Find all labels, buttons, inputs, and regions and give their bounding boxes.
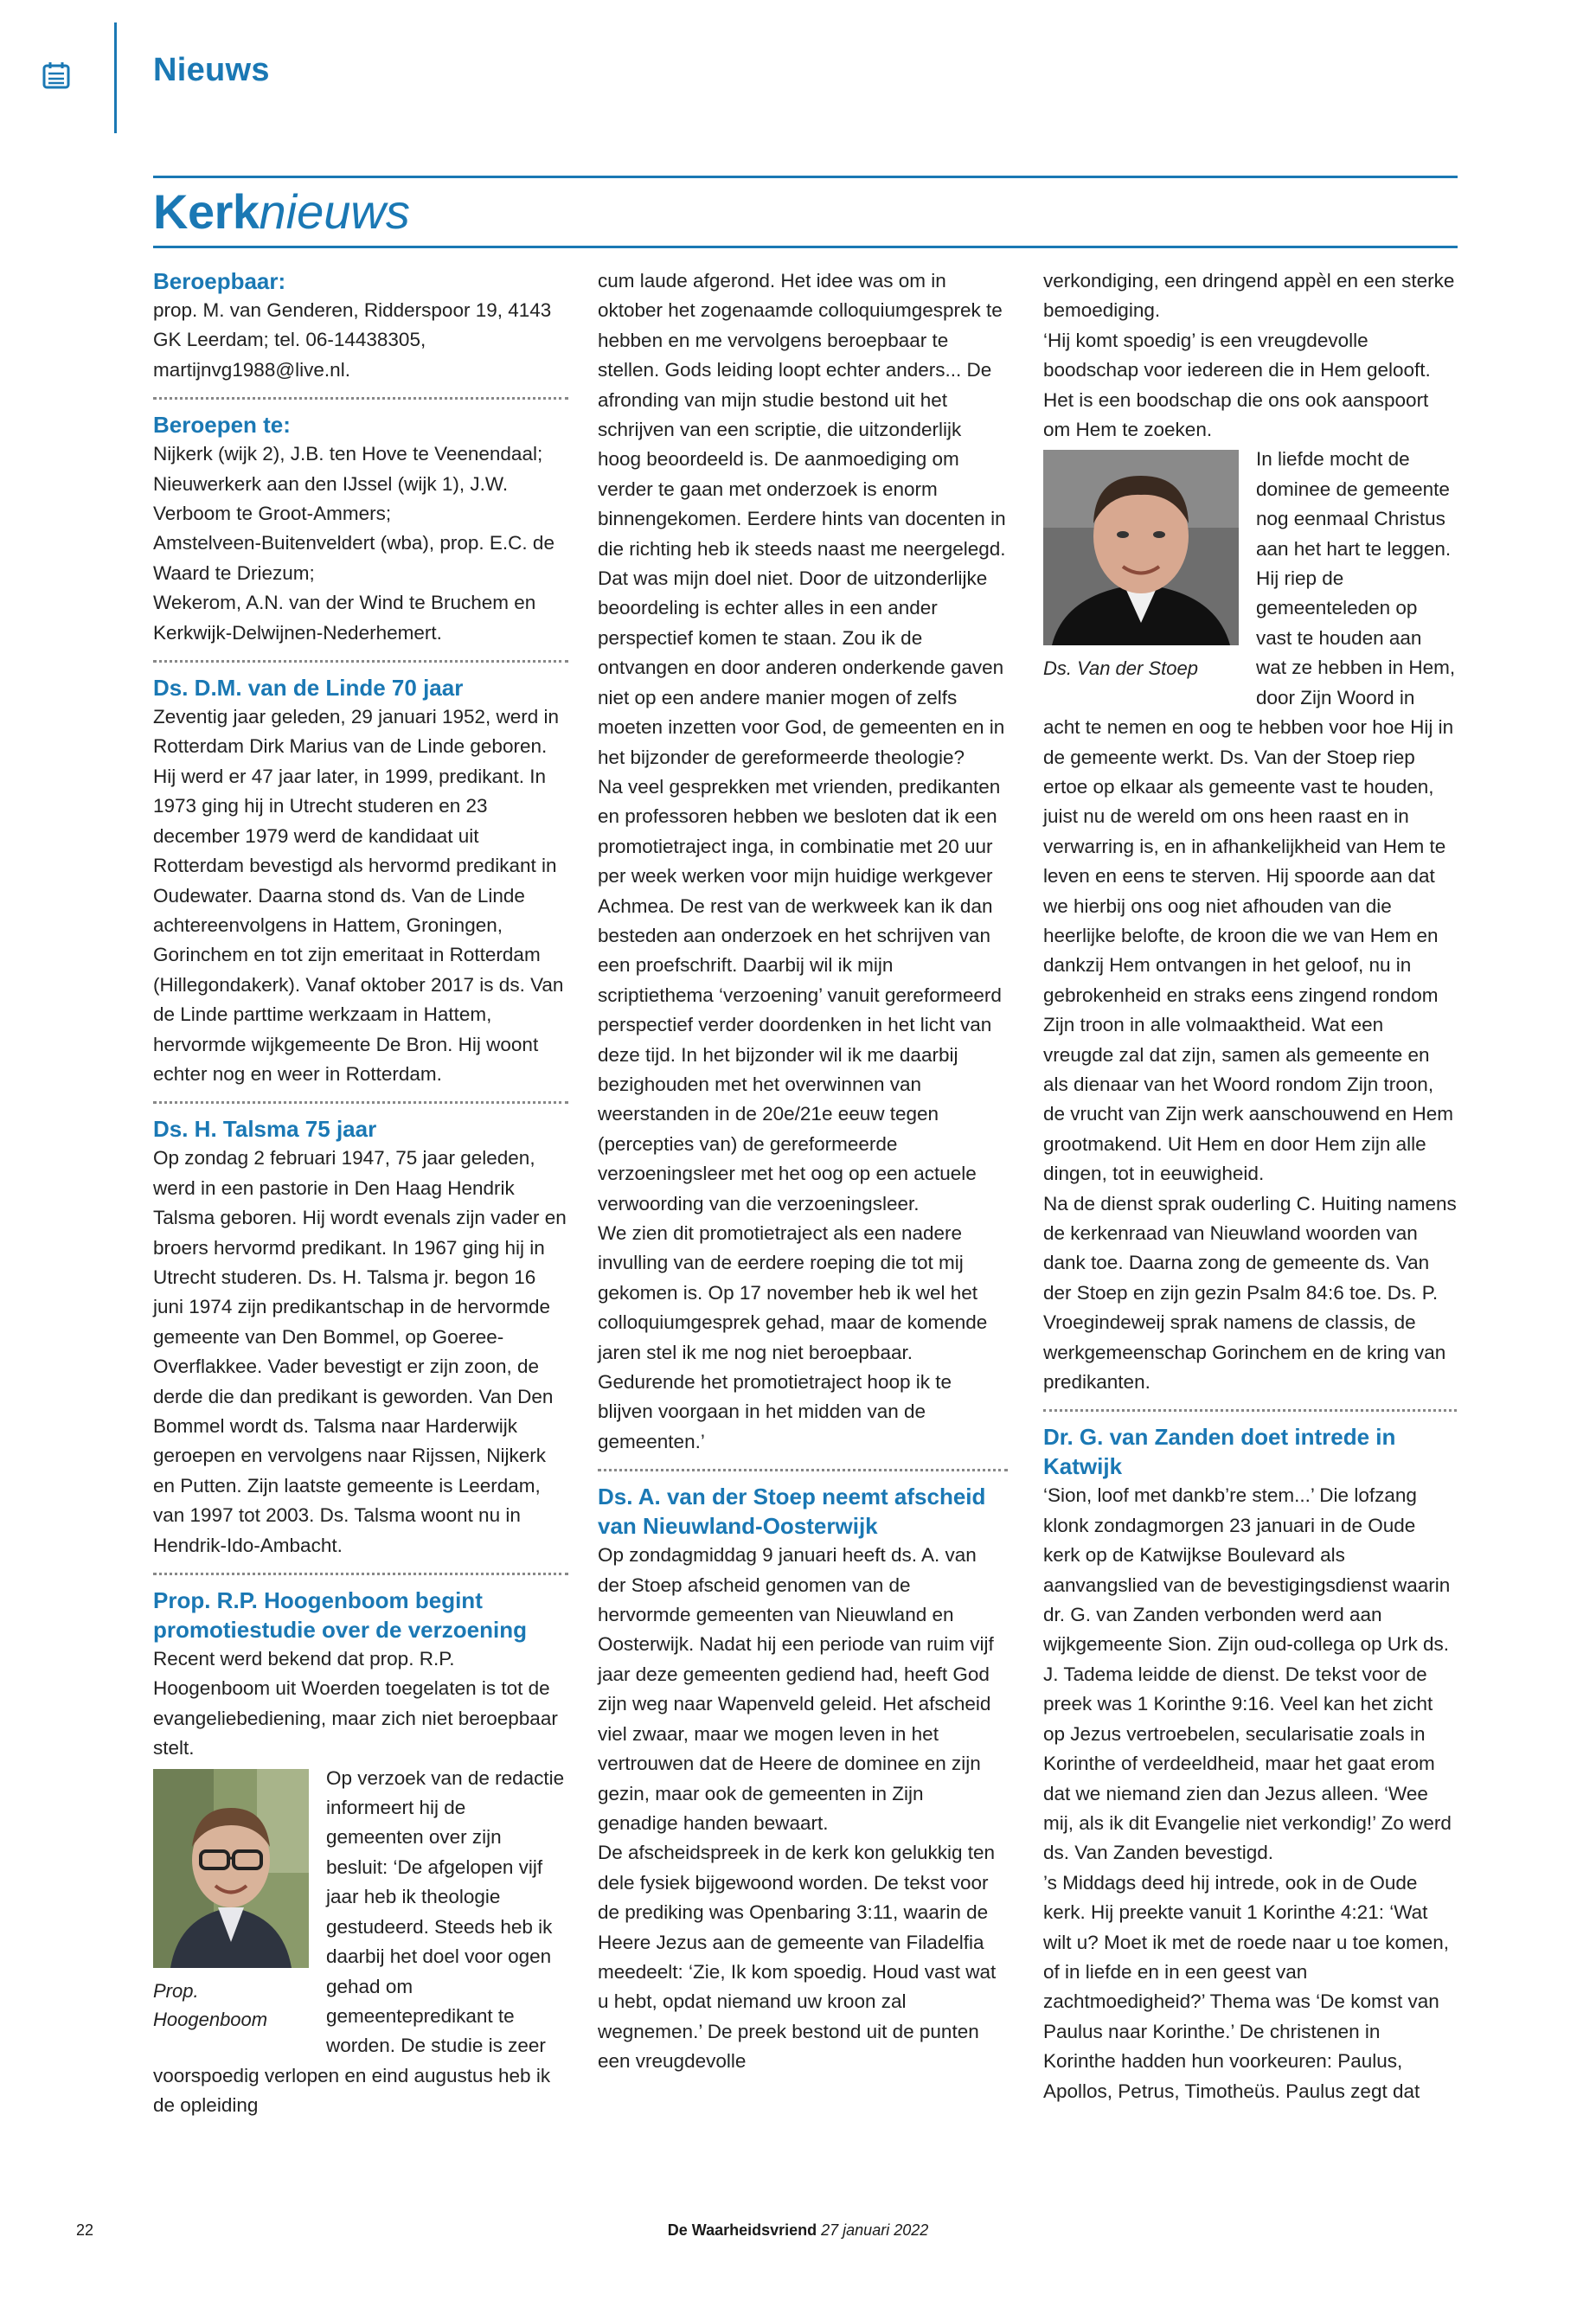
text-stoep-cont3: In liefde mocht de dominee de gemeente nog eenmaal Christus aan het hart te leggen. Hij riep de gemeenteleden op vast te houden aan wat ze hebben in Hem, door Zijn Woord in acht te nemen en oog te hebben voor hoe Hij in de gemeente werkt. Ds. Van der Stoep riep ertoe op elkaar als gemeente vast te houden, juist nu de wereld om ons heen raast en in verwarring is, en in afhankelijkheid van Hem te leven en eens te sterven. Hij spoorde aan dat we hierbij ons oog niet afhouden van die heerlijke belofte, de kroon die we van Hem en dankzij Hem ontvangen in het geloof, nu in gebrokenheid en straks eens zingend rondom Zijn troon in alle volmaaktheid. Wat een vreugde zal dat zijn, samen als gemeente en als dienaar van het Woord rondom Zijn troon, de vrucht van Zijn werk aanschouwend en Hem grootmakend. Uit Hem en door Hem zijn alle dingen, tot in eeuwigheid. [1043, 448, 1456, 1185]
text-beroepen-2: Amstelveen-Buitenveldert (wba), prop. E.C. de Waard te Driezum; [153, 532, 554, 584]
text-hoogenboom-quote: Op verzoek van de redactie informeert hij de gemeenten over zijn besluit: ‘De afgelopen vijf jaar heb ik theologie gestudeerd. Steeds heb ik daarbij het doel voor ogen gehad om gemeentepredikant te worden. De studie is zeer voorspoedig verlopen en eind augustus heb ik de opleiding [153, 1766, 565, 2117]
text-beroepbaar: prop. M. van Genderen, Ridderspoor 19, 4143 GK Leerdam; tel. 06-14438305, martijnvg1988@live.nl. [153, 299, 552, 381]
header-divider [114, 22, 117, 133]
text-zanden-p1: ‘Sion, loof met dankb’re stem...’ Die lofzang klonk zondagmorgen 23 januari in de Oude kerk op de Katwijkse Boulevard als aanvangslied van de bevestigingsdienst waarin dr. G. van Zanden verbonden werd aan wijkgemeente Sion. Zijn oud-collega op Urk ds. J. Tadema leidde de dienst. De tekst voor de preek was 1 Korinthe 9:16. Veel kan het zicht op Jezus vertroebelen, secularisatie zoals in Korinthe of verdeeldheid, maar het gaat erom dat we niemand zien dan Jezus alleen. ‘Wee mij, als ik dit Evangelie niet verkondig!’ Zo werd ds. Van Zanden bevestigd. [1043, 1484, 1452, 1864]
calendar-icon [42, 61, 71, 90]
heading-hoogenboom: Prop. R.P. Hoogenboom begint promotiestudie over de verzoening [153, 1587, 527, 1644]
column-3 [1043, 266, 1457, 2106]
dotted-separator [153, 1573, 568, 1575]
text-hoogenboom-cont: cum laude afgerond. Het idee was om in oktober het zogenaamde colloquiumgesprek te hebben en me vervolgens beroepbaar te stellen. Gods leiding loopt echter anders... De afronding van mijn studie bestond uit het schrijven van een scriptie, die uitzonderlijk hoog beoordeeld is. De aanmoediging om verder te gaan met onderzoek is enorm binnengekomen. Eerdere hints van docenten in die richting heb ik steeds naast me neergelegd. Dat was mijn doel niet. Door de uitzonderlijke beoordeling is echter alles in een ander perspectief komen te staan. Zou ik de ontvangen en door anderen onderkende gaven niet op een andere manier mogen of zelfs moeten inzetten voor God, de gemeenten en in het bijzonder de gereformeerde theologie? [598, 270, 1006, 768]
text-beroepen-1: Nijkerk (wijk 2), J.B. ten Hove te Veenendaal; Nieuwerkerk aan den IJssel (wijk 1), J.W. Verboom te Groot-Ammers; [153, 443, 543, 525]
section-title: Nieuws [153, 52, 270, 88]
page-title: Kerknieuws [153, 184, 410, 239]
text-talsma: Op zondag 2 februari 1947, 75 jaar geleden, werd in een pastorie in Den Haag Hendrik Talsma geboren. Hij wordt evenals zijn vader en broers hervormd predikant. In 1967 ging hij in Utrecht studeren. Ds. H. Talsma jr. begon 16 juni 1974 zijn predikantschap in de hervormde gemeente van Den Bommel, op Goeree-Overflakkee. Vader bevestigt er zijn zoon, de derde die dan predikant is geworden. Van Den Bommel wordt ds. Talsma naar Harderwijk geroepen en vervolgens naar Rijssen, Nijkerk en Putten. Zijn laatste gemeente is Leerdam, van 1997 tot 2003. Ds. Talsma woont nu in Hendrik-Ido-Ambacht. [153, 1147, 567, 1556]
page-number: 22 [76, 2221, 94, 2239]
title-rule-top [153, 176, 1458, 178]
dotted-separator [1043, 1409, 1457, 1412]
dotted-separator [153, 660, 568, 663]
publication-footer: De Waarheidsvriend 27 januari 2022 [667, 2221, 929, 2239]
heading-talsma: Ds. H. Talsma 75 jaar [153, 1116, 377, 1143]
text-stoep-cont1: verkondiging, een dringend appèl en een sterke bemoediging. [1043, 270, 1455, 322]
dotted-separator [598, 1469, 1008, 1471]
text-hoogenboom-p2: Na veel gesprekken met vrienden, predikanten en professoren hebben we besloten dat ik een promotietraject inga, in combinatie met 20 uur per week werken voor mijn huidige werkgever Achmea. De rest van de werkweek kan ik dan besteden aan onderzoek en het schrijven van een proefschrift. Daarbij wil ik mijn scriptiethema ‘verzoening’ vanuit gereformeerd perspectief verder doordenken in het licht van deze tijd. In het bijzonder wil ik me daarbij bezighouden met het overwinnen van weerstanden in de 20e/21e eeuw tegen (percepties van) de gereformeerde verzoeningsleer met het oog op een actuele verwoording van die verzoeningsleer. [598, 775, 1002, 1215]
heading-linde: Ds. D.M. van de Linde 70 jaar [153, 675, 464, 702]
text-linde: Zeventig jaar geleden, 29 januari 1952, werd in Rotterdam Dirk Marius van de Linde geboren. Hij werd er 47 jaar later, in 1999, predikant. In 1973 ging hij in Utrecht studeren en 23 december 1979 werd de kandidaat uit Rotterdam bevestigd als hervormd predikant in Oudewater. Daarna stond ds. Van de Linde achtereenvolgens in Hattem, Groningen, Gorinchem en tot zijn emeritaat in Rotterdam (Hillegondakerk). Vanaf oktober 2017 is ds. Van de Linde parttime werkzaam in Hattem, hervormde wijkgemeente De Bron. Hij woont echter nog en weer in Rotterdam. [153, 706, 564, 1085]
portrait-image [1043, 450, 1239, 645]
portrait-image [153, 1769, 309, 1968]
text-hoogenboom-intro: Recent werd bekend dat prop. R.P. Hoogenboom uit Woerden toegelaten is tot de evangeliebediening, maar zich niet beroepbaar stelt. [153, 1648, 558, 1759]
caption-hoogenboom: Prop. Hoogenboom [153, 1979, 268, 2030]
dotted-separator [153, 1101, 568, 1104]
text-stoep-p2: De afscheidspreek in de kerk kon gelukkig ten dele fysiek bijgewoond worden. De tekst voor de prediking was Openbaring 3:11, waarin de Heere Jezus aan de gemeente van Filadelfia meedeelt: ‘Zie, Ik kom spoedig. Houd vast wat u hebt, opdat niemand uw kroon zal wegnemen.’ De preek bestond uit de punten een vreugdevolle [598, 1842, 997, 2073]
heading-zanden: Dr. G. van Zanden doet intrede in Katwijk [1043, 1424, 1396, 1480]
text-stoep-cont2: ‘Hij komt spoedig’ is een vreugdevolle boodschap voor iedereen die in Hem gelooft. Het is een boodschap die ons ook aanspoort om Hem te zoeken. [1043, 329, 1431, 441]
column-1 [153, 266, 568, 2121]
dotted-separator [153, 397, 568, 400]
column-2 [598, 266, 1008, 2077]
heading-beroepbaar: Beroepbaar: [153, 268, 286, 294]
text-hoogenboom-p3: We zien dit promotietraject als een nadere invulling van de eerdere roeping die tot mij gekomen is. Op 17 november heb ik wel het colloquiumgesprek gehad, maar de komende jaren stel ik me nog niet beroepbaar. Gedurende het promotietraject hoop ik te blijven voorgaan in het midden van de gemeenten.’ [598, 1222, 988, 1452]
heading-beroepen: Beroepen te: [153, 412, 291, 439]
title-rule-bottom [153, 246, 1458, 248]
text-zanden-p2: ’s Middags deed hij intrede, ook in de Oude kerk. Hij preekte vanuit 1 Korinthe 4:21: ‘Wat wilt u? Moet ik met de roede naar u toe komen, of in liefde en in een geest van zachtmoedigheid?’ Thema was ‘De komst van Paulus naar Korinthe.’ De christenen in Korinthe hadden hun voorkeuren: Paulus, Apollos, Petrus, Timotheüs. Paulus zegt dat [1043, 1871, 1449, 2102]
caption-van-der-stoep: Ds. Van der Stoep [1043, 657, 1198, 680]
text-stoep-p1: Op zondagmiddag 9 januari heeft ds. A. van der Stoep afscheid genomen van de hervormde gemeenten van Nieuwland en Oosterwijk. Nadat hij een periode van ruim vijf jaar deze gemeenten gediend had, heeft God zijn weg naar Wapenveld geleid. Het afscheid viel zwaar, maar we mogen leven in het vertrouwen dat de Heere de dominee en zijn gezin, maar ook de gemeenten in Zijn genadige handen bewaart. [598, 1544, 994, 1834]
text-stoep-cont4: Na de dienst sprak ouderling C. Huiting namens de kerkenraad van Nieuwland woorden van dank toe. Daarna zong de gemeente ds. Van der Stoep en zijn gezin Psalm 84:6 toe. Ds. P. Vroegindeweij sprak namens de classis, de werkgemeenschap Gorinchem en de kring van predikanten. [1043, 1192, 1457, 1394]
text-beroepen-3: Wekerom, A.N. van der Wind te Bruchem en Kerkwijk-Delwijnen-Nederhemert. [153, 592, 536, 644]
photo-van-der-stoep [1043, 450, 1239, 683]
heading-stoep: Ds. A. van der Stoep neemt afscheid van Nieuwland-Oosterwijk [598, 1484, 986, 1540]
photo-hoogenboom [153, 1769, 309, 2034]
